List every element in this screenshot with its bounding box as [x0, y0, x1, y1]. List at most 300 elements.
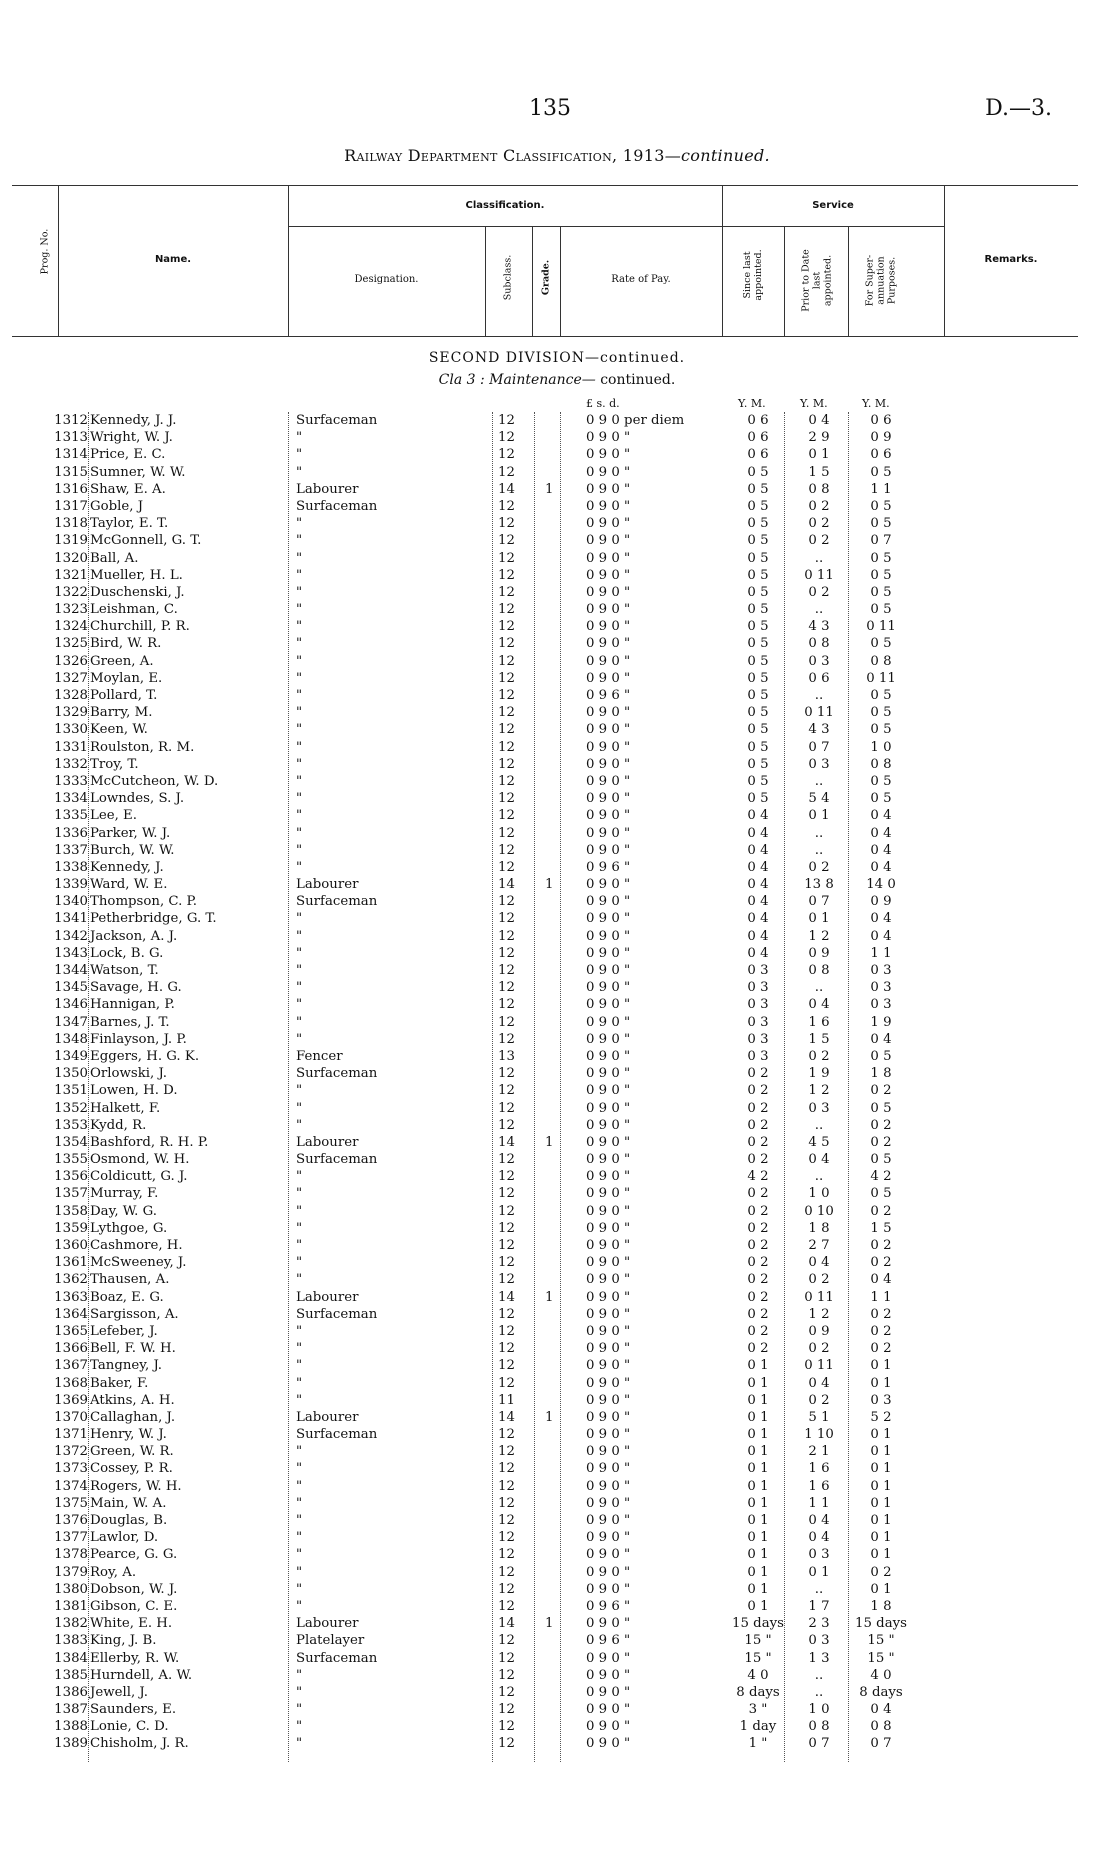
subclass: 12: [498, 791, 515, 807]
employee-name: Bell, F. W. H.: [90, 1341, 176, 1357]
employee-name: Ball, A.: [90, 550, 139, 566]
prog-no: 1383: [54, 1633, 88, 1649]
employee-name: Petherbridge, G. T.: [90, 911, 217, 927]
class-suffix: continued.: [600, 372, 676, 388]
employee-name: Lonie, C. D.: [90, 1719, 169, 1735]
prog-no: 1325: [54, 636, 88, 652]
service-prior: 0 4: [808, 997, 830, 1013]
subclass: 12: [498, 447, 515, 463]
table-row: [0, 1667, 1114, 1684]
subclass: 12: [498, 430, 515, 446]
rate-of-pay: 0 9 0 ": [586, 1444, 631, 1460]
subclass: 12: [498, 1066, 515, 1082]
service-prior: ..: [814, 1169, 824, 1185]
service-superannuation: 0 2: [870, 1341, 892, 1357]
employee-name: Roy, A.: [90, 1564, 137, 1580]
service-superannuation: 0 4: [870, 928, 892, 944]
table-row: [0, 653, 1114, 670]
designation: ": [296, 464, 303, 480]
employee-name: Barnes, J. T.: [90, 1014, 170, 1030]
table-row: [0, 1237, 1114, 1254]
class-label: Cla 3 : Maintenance—: [438, 372, 596, 388]
employee-name: Cashmore, H.: [90, 1238, 183, 1253]
subclass: 12: [498, 945, 515, 961]
table-row: [0, 1632, 1114, 1649]
prog-no: 1351: [54, 1083, 88, 1099]
employee-name: Burch, W. W.: [90, 842, 175, 858]
prog-no: 1322: [54, 584, 88, 600]
subclass: 12: [498, 688, 515, 703]
employee-name: Kydd, R.: [90, 1117, 147, 1133]
service-since-last: 8 days: [736, 1684, 780, 1700]
table-row: [0, 1082, 1114, 1099]
prog-no: 1380: [54, 1581, 88, 1597]
service-prior: 2 9: [808, 430, 830, 446]
designation: ": [296, 1186, 303, 1202]
table-row: [0, 1581, 1114, 1598]
service-superannuation: 0 7: [870, 533, 892, 549]
employee-name: Sargisson, A.: [90, 1306, 179, 1322]
service-superannuation: 0 5: [870, 688, 892, 703]
prog-no: 1333: [54, 773, 88, 789]
service-prior: 4 3: [808, 722, 830, 738]
prog-no: 1355: [54, 1152, 88, 1168]
table-row: [0, 996, 1114, 1013]
employee-name: Duschenski, J.: [90, 584, 185, 600]
service-superannuation: 0 5: [870, 498, 892, 514]
subclass: 12: [498, 756, 515, 772]
table-row: [0, 721, 1114, 738]
rate-of-pay: 0 9 0 ": [586, 705, 631, 721]
service-prior: ..: [814, 825, 824, 841]
table-row: [0, 1718, 1114, 1735]
service-prior: 1 0: [808, 1186, 830, 1202]
employee-name: Lefeber, J.: [90, 1323, 158, 1339]
service-since-last: 0 5: [747, 464, 769, 480]
service-prior: 2 1: [808, 1444, 830, 1460]
rate-of-pay: 0 9 0 ": [586, 842, 631, 858]
prog-no: 1349: [54, 1048, 88, 1064]
service-superannuation: 0 2: [870, 1306, 892, 1322]
subclass: 12: [498, 550, 515, 566]
prog-no: 1376: [54, 1513, 88, 1528]
prog-no: 1338: [54, 859, 88, 875]
service-since-last: 0 4: [747, 928, 769, 944]
designation: Surfaceman: [296, 1427, 378, 1443]
prog-no: 1364: [54, 1306, 88, 1322]
table-row: [0, 1271, 1114, 1288]
grade: 1: [545, 1616, 554, 1632]
prior-units: Y. M.: [800, 397, 828, 410]
service-since-last: 0 5: [747, 533, 769, 549]
service-superannuation: 0 1: [870, 1513, 892, 1528]
prog-no: 1357: [54, 1186, 88, 1202]
subclass: 12: [498, 1238, 515, 1253]
service-since-last: 3 ": [748, 1702, 768, 1718]
designation: ": [296, 963, 303, 978]
prog-no: 1387: [54, 1702, 88, 1718]
rate-of-pay: 0 9 0 ": [586, 945, 631, 961]
service-superannuation: 5 2: [870, 1409, 892, 1425]
page-title: [0, 146, 1114, 165]
service-prior: ..: [814, 550, 824, 566]
service-since-last: 0 4: [747, 808, 769, 824]
table-row: [0, 1460, 1114, 1477]
subclass: 12: [498, 928, 515, 944]
col-rate-of-pay: Rate of Pay.: [611, 274, 671, 285]
service-prior: 0 8: [808, 481, 830, 497]
table-row: [0, 1409, 1114, 1426]
service-superannuation: 1 1: [870, 1289, 892, 1305]
designation: Labourer: [296, 1134, 359, 1150]
table-row: [0, 1392, 1114, 1409]
subclass: 12: [498, 722, 515, 738]
rate-of-pay: 0 9 0 ": [586, 928, 631, 944]
table-row: [0, 739, 1114, 756]
service-superannuation: 0 1: [870, 1495, 892, 1511]
designation: Labourer: [296, 877, 359, 893]
service-prior: 0 10: [804, 1203, 834, 1219]
service-since-last: 0 3: [747, 980, 769, 996]
rate-of-pay: 0 9 0 ": [586, 670, 631, 686]
designation: ": [296, 791, 303, 807]
service-since-last: 0 6: [747, 413, 769, 428]
service-since-last: 0 3: [747, 1014, 769, 1030]
service-since-last: 0 1: [747, 1461, 769, 1477]
employee-name: Chisholm, J. R.: [90, 1736, 189, 1752]
employee-name: McCutcheon, W. D.: [90, 773, 219, 789]
designation: ": [296, 619, 303, 635]
table-body: [0, 412, 1114, 1753]
service-since-last: 0 5: [747, 705, 769, 721]
subclass: 12: [498, 1736, 515, 1752]
designation: ": [296, 928, 303, 944]
designation: ": [296, 1375, 303, 1391]
service-superannuation: 0 6: [870, 413, 892, 428]
prog-no: 1366: [54, 1341, 88, 1357]
service-superannuation: 0 5: [870, 1048, 892, 1064]
subclass: 12: [498, 533, 515, 549]
employee-name: Dobson, W. J.: [90, 1581, 178, 1597]
employee-name: Gibson, C. E.: [90, 1598, 178, 1614]
service-superannuation: 1 8: [870, 1066, 892, 1082]
employee-name: White, E. H.: [90, 1616, 173, 1632]
rate-of-pay: 0 9 0 ": [586, 1547, 631, 1563]
table-row: [0, 773, 1114, 790]
service-since-last: 0 5: [747, 567, 769, 583]
subclass: 12: [498, 413, 515, 428]
rate-of-pay: 0 9 0 ": [586, 1358, 631, 1374]
designation: ": [296, 688, 303, 703]
rate-of-pay: 0 9 0 ": [586, 1650, 631, 1666]
service-superannuation: 0 3: [870, 1392, 892, 1408]
service-prior: ..: [814, 1581, 824, 1597]
service-prior: 2 3: [808, 1616, 830, 1632]
rate-of-pay: 0 9 0 ": [586, 1083, 631, 1099]
designation: ": [296, 1117, 303, 1133]
service-prior: ..: [814, 842, 824, 858]
service-since-last: 0 2: [747, 1186, 769, 1202]
designation: ": [296, 1100, 303, 1116]
table-row: [0, 550, 1114, 567]
designation: Surfaceman: [296, 894, 378, 910]
table-row: [0, 1512, 1114, 1529]
rate-of-pay: 0 9 0 ": [586, 894, 631, 910]
designation: ": [296, 1169, 303, 1185]
rate-of-pay: 0 9 6 ": [586, 1633, 631, 1649]
rate-of-pay: 0 9 0 ": [586, 1289, 631, 1305]
subclass: 12: [498, 567, 515, 583]
employee-name: Tangney, J.: [90, 1358, 162, 1374]
rate-of-pay: 0 9 0 ": [586, 1238, 631, 1253]
service-superannuation: 0 1: [870, 1444, 892, 1460]
rate-of-pay: 0 9 0 ": [586, 1186, 631, 1202]
designation: Labourer: [296, 1409, 359, 1425]
service-since-last: 0 4: [747, 859, 769, 875]
service-prior: 0 2: [808, 584, 830, 600]
designation: ": [296, 1323, 303, 1339]
prog-no: 1377: [54, 1530, 88, 1546]
prog-no: 1326: [54, 653, 88, 669]
rate-of-pay: 0 9 0 ": [586, 516, 631, 532]
subclass: 12: [498, 1667, 515, 1683]
service-superannuation: 1 5: [870, 1220, 892, 1236]
subclass: 14: [498, 481, 515, 497]
service-since-last: 0 2: [747, 1306, 769, 1322]
rate-of-pay: 0 9 0 ": [586, 533, 631, 549]
table-row: [0, 1065, 1114, 1082]
table-row: [0, 1375, 1114, 1392]
table-row: [0, 807, 1114, 824]
designation: Platelayer: [296, 1633, 365, 1649]
designation: ": [296, 567, 303, 583]
table-row: [0, 1323, 1114, 1340]
employee-name: Leishman, C.: [90, 602, 178, 618]
employee-name: King, J. B.: [90, 1633, 157, 1649]
service-superannuation: 0 2: [870, 1134, 892, 1150]
prog-no: 1341: [54, 911, 88, 927]
service-since-last: 0 1: [747, 1495, 769, 1511]
service-prior: 0 9: [808, 1323, 830, 1339]
prog-no: 1319: [54, 533, 88, 549]
service-superannuation: 0 5: [870, 567, 892, 583]
service-since-last: 0 1: [747, 1581, 769, 1597]
prog-no: 1360: [54, 1238, 88, 1253]
service-since-last: 0 2: [747, 1289, 769, 1305]
employee-name: Osmond, W. H.: [90, 1152, 190, 1168]
prog-no: 1388: [54, 1719, 88, 1735]
rate-of-pay: 0 9 0 ": [586, 653, 631, 669]
employee-name: McSweeney, J.: [90, 1255, 187, 1271]
service-since-last: 0 2: [747, 1272, 769, 1288]
rate-of-pay: 0 9 0 ": [586, 1323, 631, 1339]
designation: Fencer: [296, 1048, 343, 1064]
service-prior: ..: [814, 602, 824, 618]
prog-no: 1339: [54, 877, 88, 893]
service-superannuation: 0 6: [870, 447, 892, 463]
table-row: [0, 1151, 1114, 1168]
subclass: 12: [498, 619, 515, 635]
employee-name: Main, W. A.: [90, 1495, 167, 1511]
rate-of-pay: 0 9 0 ": [586, 584, 631, 600]
service-prior: 0 1: [808, 447, 830, 463]
service-prior: 0 7: [808, 739, 830, 755]
table-row: [0, 962, 1114, 979]
prog-no: 1316: [54, 481, 88, 497]
subclass: 12: [498, 1513, 515, 1528]
service-prior: ..: [814, 1667, 824, 1683]
employee-name: Savage, H. G.: [90, 980, 182, 996]
table-row: [0, 1100, 1114, 1117]
designation: ": [296, 1272, 303, 1288]
designation: ": [296, 997, 303, 1013]
employee-name: Callaghan, J.: [90, 1409, 176, 1425]
employee-name: Bashford, R. H. P.: [90, 1134, 209, 1150]
col-subclass: Subclass.: [502, 254, 514, 301]
table-row: [0, 464, 1114, 481]
service-since-last: 0 5: [747, 602, 769, 618]
col-designation: Designation.: [354, 274, 419, 285]
service-since-last: 0 1: [747, 1547, 769, 1563]
service-superannuation: 0 1: [870, 1478, 892, 1494]
service-prior: 1 9: [808, 1066, 830, 1082]
service-since-last: 0 2: [747, 1255, 769, 1271]
designation: ": [296, 1530, 303, 1546]
subclass: 12: [498, 1633, 515, 1649]
employee-name: Pollard, T.: [90, 688, 158, 703]
employee-name: Henry, W. J.: [90, 1427, 167, 1443]
service-since-last: 0 1: [747, 1444, 769, 1460]
employee-name: Day, W. G.: [90, 1203, 157, 1219]
table-row: [0, 756, 1114, 773]
service-prior: 1 3: [808, 1650, 830, 1666]
service-superannuation: 0 4: [870, 1031, 892, 1047]
designation: ": [296, 1083, 303, 1099]
designation: ": [296, 980, 303, 996]
service-since-last: 0 2: [747, 1341, 769, 1357]
service-since-last: 0 2: [747, 1238, 769, 1253]
prog-no: 1354: [54, 1134, 88, 1150]
subclass: 12: [498, 1031, 515, 1047]
rate-of-pay: 0 9 0 ": [586, 722, 631, 738]
grade: 1: [545, 877, 554, 893]
service-prior: 1 6: [808, 1478, 830, 1494]
service-since-last: 0 5: [747, 653, 769, 669]
prog-no: 1315: [54, 464, 88, 480]
col-prog-no: Prog. No.: [39, 228, 51, 275]
service-prior: 0 1: [808, 1564, 830, 1580]
rate-of-pay: 0 9 0 ": [586, 1031, 631, 1047]
subclass: 12: [498, 1203, 515, 1219]
service-superannuation: 0 3: [870, 980, 892, 996]
division-heading: SECOND DIVISION—continued.: [428, 350, 686, 366]
prog-no: 1317: [54, 498, 88, 514]
designation: ": [296, 842, 303, 858]
table-row: [0, 567, 1114, 584]
service-prior: 1 2: [808, 928, 830, 944]
service-superannuation: 0 5: [870, 602, 892, 618]
service-prior: ..: [814, 980, 824, 996]
service-prior: 0 4: [808, 1375, 830, 1391]
service-superannuation: 0 1: [870, 1530, 892, 1546]
prog-no: 1321: [54, 567, 88, 583]
service-superannuation: 0 5: [870, 705, 892, 721]
subclass: 14: [498, 1289, 515, 1305]
prog-no: 1367: [54, 1358, 88, 1374]
service-since-last: 0 1: [747, 1598, 769, 1614]
rate-of-pay: 0 9 6 ": [586, 1598, 631, 1614]
prog-no: 1352: [54, 1100, 88, 1116]
prog-no: 1378: [54, 1547, 88, 1563]
service-superannuation: 0 4: [870, 1702, 892, 1718]
service-prior: 0 2: [808, 1048, 830, 1064]
employee-name: Barry, M.: [90, 705, 153, 721]
rate-of-pay: 0 9 0 ": [586, 447, 631, 463]
employee-name: Boaz, E. G.: [90, 1289, 164, 1305]
designation: ": [296, 1719, 303, 1735]
service-prior: ..: [814, 1684, 824, 1700]
service-prior: 1 0: [808, 1702, 830, 1718]
designation: ": [296, 533, 303, 549]
designation: ": [296, 1581, 303, 1597]
service-prior: 0 7: [808, 1736, 830, 1752]
service-superannuation: 0 1: [870, 1375, 892, 1391]
subclass: 11: [498, 1392, 515, 1408]
rate-of-pay: 0 9 0 ": [586, 791, 631, 807]
prog-no: 1382: [54, 1616, 88, 1632]
service-since-last: 15 days: [732, 1616, 784, 1632]
employee-name: Hurndell, A. W.: [90, 1667, 193, 1683]
rate-of-pay: 0 9 0 ": [586, 1461, 631, 1477]
designation: ": [296, 825, 303, 841]
table-row: [0, 412, 1114, 429]
table-row: [0, 790, 1114, 807]
prog-no: 1332: [54, 756, 88, 772]
rate-of-pay: 0 9 0 ": [586, 1581, 631, 1597]
service-superannuation: 0 2: [870, 1564, 892, 1580]
grade: 1: [545, 1289, 554, 1305]
table-row: [0, 1340, 1114, 1357]
service-superannuation: 0 5: [870, 516, 892, 532]
prog-no: 1389: [54, 1736, 88, 1752]
service-superannuation: 1 8: [870, 1598, 892, 1614]
service-since-last: 0 5: [747, 722, 769, 738]
prog-no: 1371: [54, 1427, 88, 1443]
service-prior: 0 1: [808, 911, 830, 927]
subclass: 12: [498, 670, 515, 686]
col-since-last: Since last appointed.: [742, 249, 764, 301]
table-row: [0, 687, 1114, 704]
table-row: [0, 498, 1114, 515]
rate-of-pay: 0 9 0 ": [586, 911, 631, 927]
service-since-last: 0 4: [747, 877, 769, 893]
rate-of-pay: 0 9 0 ": [586, 1684, 631, 1700]
rate-of-pay: 0 9 0 ": [586, 963, 631, 978]
service-superannuation: 0 5: [870, 1100, 892, 1116]
col-name: Name.: [154, 254, 192, 265]
table-row: [0, 842, 1114, 859]
service-since-last: 1 ": [748, 1736, 768, 1752]
service-since-last: 0 2: [747, 1066, 769, 1082]
service-since-last: 0 3: [747, 1048, 769, 1064]
table-row: [0, 481, 1114, 498]
designation: Surfaceman: [296, 413, 378, 428]
designation: ": [296, 516, 303, 532]
service-since-last: 0 1: [747, 1427, 769, 1443]
service-prior: 1 5: [808, 1031, 830, 1047]
service-superannuation: 0 2: [870, 1255, 892, 1271]
service-prior: 1 10: [804, 1427, 834, 1443]
